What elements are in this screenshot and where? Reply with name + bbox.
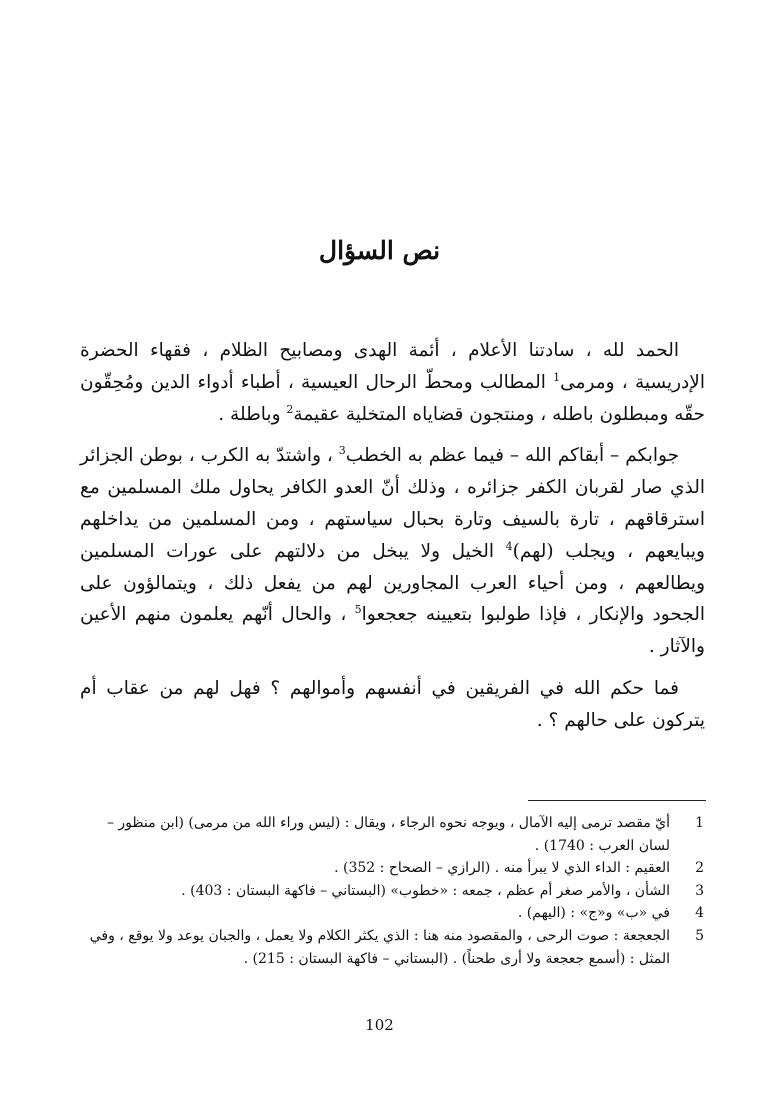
footnote-text: الجعجعة : صوت الرحى ، والمقصود منه هنا : الذي يكثر الكلام ولا يعمل ، والجبان يوعد ولا يوقع ، وفي المثل : (أسمع جعجعة ولا أرى طحناً) . (البستاني – فاكهة البستان : 215) . [89, 927, 670, 967]
footnote-number: 5 [695, 927, 704, 944]
footnote-ref-5[interactable]: 5 [354, 603, 362, 617]
paragraph-text: ، واشتدّ به الكرب ، بوطن الجزائر الذي صار لقربان الكفر جزائره ، وذلك أنّ العدو الكافر يحاول ملك المسلمين مع استرقاقهم ، تارة بالسيف وتارة بحبال سياستهم ، ومن المسلمين من يداخلهم ويبايعهم ، ويجلب (لهم) [80, 445, 705, 562]
paragraph-3: فما حكم الله في الفريقين في أنفسهم وأموالهم ؟ فهل لهم من عقاب أم يتركون على حالهم ؟ . [80, 677, 705, 731]
footnote-5 [76, 925, 706, 970]
paragraph-text: المطالب ومحطّ الرحال العيسية ، أطباء أدواء الدين ومُحِقّون حقّه ومبطلون باطله ، ومنتجون قضاياه المتخلية عقيمة [80, 371, 705, 425]
paragraph-text: الخيل ولا يبخل من دلالتهم على عورات المسلمين ويطالعهم ، ومن أحياء العرب المجاورين لهم من يفعل ذلك ، ويتمالؤون على الجحود والإنكار ، فإذا طولبوا بتعيينه جعجعوا [80, 540, 705, 626]
footnote-text: في «ب» و«ج» : (اليهم) . [517, 905, 670, 922]
footnote-ref-2[interactable]: 2 [286, 402, 294, 416]
footnote-divider [528, 800, 706, 801]
paragraph-text: الحمد لله ، سادتنا الأعلام ، أئمة الهدى ومصابيح الظلام ، فقهاء الحضرة الإدريسية ، ومرمى [80, 340, 705, 393]
footnote-text: أيّ مقصد ترمى إليه الآمال ، ويوجه نحوه الرجاء ، ويقال : (ليس وراء الله من مرمى) (ابن منظور – لسان العرب : 1740) . [106, 815, 670, 854]
question-text [80, 335, 705, 747]
paragraph-1 [80, 335, 705, 430]
paragraph-text: ، والحال أنّهم يعلمون منهم الأعين والآثار . [80, 604, 705, 658]
paragraph-text: جوابكم – أبقاكم الله – فيما عظم به الخطب [345, 445, 680, 467]
footnote-ref-4[interactable]: 4 [505, 539, 513, 553]
page-title: نص السؤال [318, 236, 441, 265]
footnote-2 [76, 857, 706, 880]
footnote-ref-1[interactable]: 1 [553, 370, 561, 384]
footnote-4 [76, 902, 706, 925]
paragraph-text: وباطلة . [218, 403, 287, 425]
footnote-number: 4 [695, 905, 704, 922]
footnote-1 [76, 812, 706, 857]
footnote-number: 1 [695, 815, 704, 831]
footnote-text: الشأن ، والأمر صغر أم عظم ، جمعه : «خطوب» (البستاني – فاكهة البستان : 403) . [181, 882, 670, 899]
footnote-text: العقيم : الداء الذي لا يبرأ منه . (الرازي – الصحاح : 352) . [334, 860, 670, 877]
footnote-3 [76, 880, 706, 903]
footnote-number: 3 [695, 882, 704, 899]
page-number: 102 [365, 1016, 394, 1034]
footnote-number: 2 [695, 860, 704, 877]
paragraph-2 [80, 440, 705, 663]
footnotes [76, 812, 706, 970]
footnote-ref-3[interactable]: 3 [338, 444, 346, 458]
